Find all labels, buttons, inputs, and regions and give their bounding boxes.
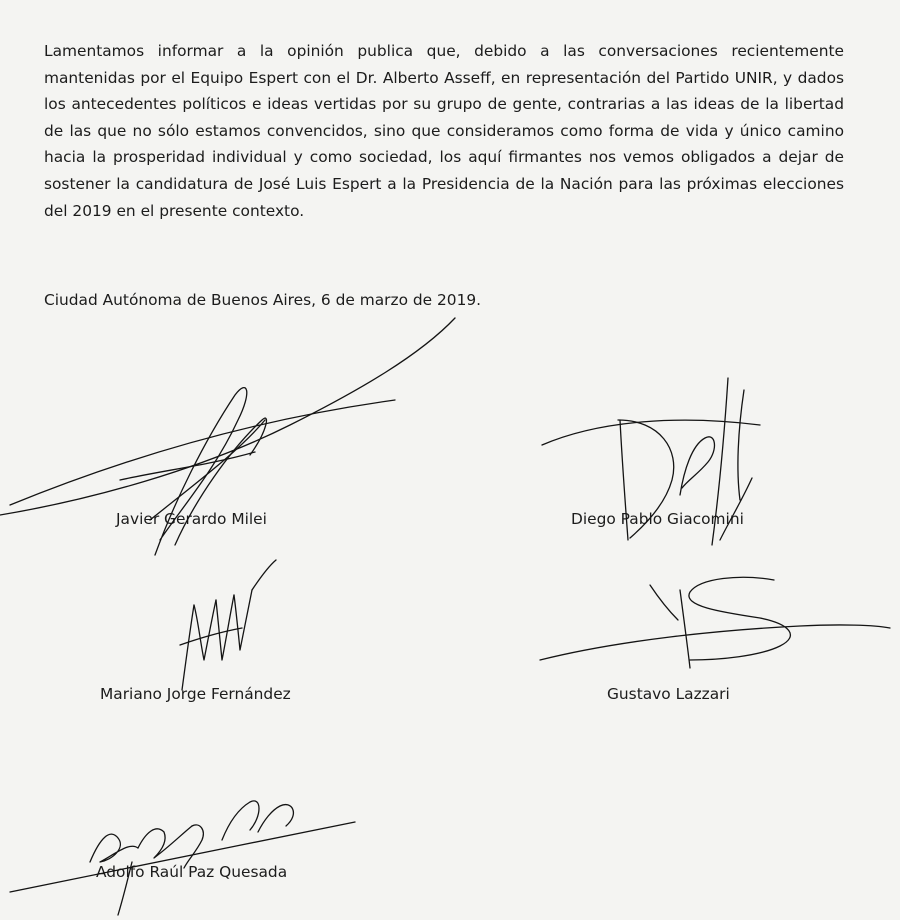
signatory-name-2: Diego Pablo Giacomini [571,510,744,528]
signature-5 [10,801,355,915]
signatory-name-1: Javier Gerardo Milei [116,510,267,528]
signatory-name-3: Mariano Jorge Fernández [100,685,291,703]
statement-paragraph: Lamentamos informar a la opinión publica que, debido a las conversaciones recientemente mantenidas por el Equipo Espert con el Dr. Alberto Asseff, en representación del Partido UNIR, y dados los antecedentes políticos e ideas vertidas por su grupo de gente, contrarias a las ideas de la libertad de las que no sólo estamos convencidos, sino que consideramos como forma de vida y único camino hacia la prosperidad individual y como sociedad, los aquí firmantes nos vemos obligados a dejar de sostener la candidatura de José Luis Espert a la Presidencia de la Nación para las próximas elecciones del 2019 en el presente contexto. [44,42,844,220]
place-and-date: Ciudad Autónoma de Buenos Aires, 6 de marzo de 2019. [44,291,482,309]
signatory-name-5: Adolfo Raúl Paz Quesada [96,863,288,881]
signatory-name-4: Gustavo Lazzari [607,685,730,703]
signature-4 [540,577,890,668]
signature-3 [180,560,276,690]
